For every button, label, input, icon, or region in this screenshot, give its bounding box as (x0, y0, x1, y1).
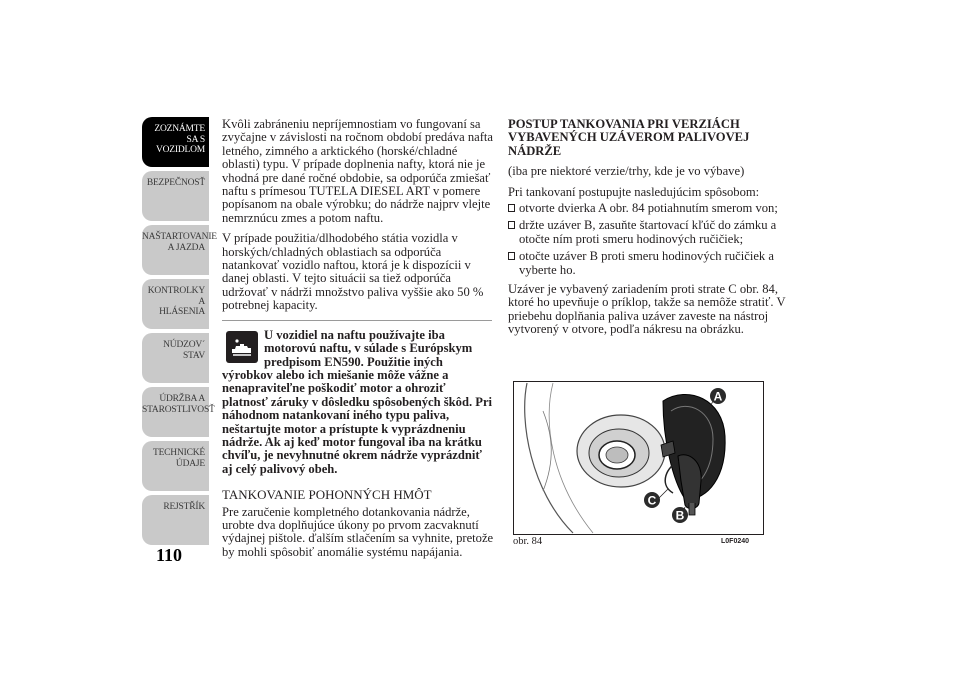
tab-technicke-udaje[interactable]: TECHNICKÉ ÚDAJE (142, 441, 209, 491)
list-item: otočte uzáver B proti smeru hodinových ručičiek a vyberte ho. (508, 250, 788, 277)
steps-list (508, 202, 788, 277)
svg-text:A: A (713, 389, 723, 404)
engine-warning-icon (226, 331, 258, 363)
figure-caption: obr. 84 (513, 536, 543, 547)
list-item: držte uzáver B, zasuňte štartovací kľúč do zámku a otočte ním proti smeru hodinových ručičiek; (508, 219, 788, 246)
warning-box (222, 329, 494, 476)
paragraph-anti-loss: Uzáver je vybavený zariadením proti strate C obr. 84, ktoré ho upevňuje o príklop, takže sa nemôže stratiť. V priebehu doplňania paliva uzáver zaveste na nástroj vytvorený v otvore, podľa nákresu na obrázku. (508, 282, 786, 337)
section-heading-tankovanie: TANKOVANIE POHONNÝCH HMÔT (222, 487, 432, 503)
tab-bezpecnost[interactable]: BEZPEČNOSŤ (142, 171, 209, 221)
tab-udrzba-a-starostlivost[interactable]: ÚDRŽBA A STAROSTLIVOSŤ (142, 387, 209, 437)
subheading-versions: (iba pre niektoré verzie/trhy, kde je vo výbave) (508, 164, 745, 179)
right-column (508, 118, 788, 344)
callout-b (672, 507, 688, 523)
page-number: 110 (156, 545, 183, 565)
tab-nudzovy-stav[interactable]: NÚDZOV´ STAV (142, 333, 209, 383)
tab-zoznamte-sa-s-vozidlom[interactable]: ZOZNÁMTE SA S VOZIDLOM (142, 117, 209, 167)
section-heading-postup: POSTUP TANKOVANIA PRI VERZIÁCH VYBAVENÝCH UZÁVEROM PALIVOVEJ NÁDRŽE (508, 117, 750, 158)
paragraph-intro: Pri tankovaní postupujte nasledujúcim spôsobom: (508, 184, 760, 199)
paragraph-seasonal-diesel: Kvôli zabráneniu nepríjemnostiam vo fungovaní sa zvyčajne v závislosti na ročnom období predáva nafta letného, zimného a arktického (horské/chladné oblasti) typu. V prípade doplnenia nafty, ktorá nie je vhodná pre dané ročné obdobie, sa odporúča zmiešať naftu s prímesou TUTELA DIESEL ART v pomere popísanom na obale výrobku; do nádrže najprv vlejte nemrznúcu zmes a potom naftu. (222, 117, 494, 225)
tab-kontrolky-a-hlasenia[interactable]: KONTROLKY A HLÁSENIA (142, 279, 209, 329)
left-column (222, 118, 494, 566)
svg-text:C: C (647, 493, 657, 508)
fuel-cap-figure (513, 381, 764, 535)
warning-text: U vozidiel na naftu používajte iba motorovú naftu, v súlade s Európskym predpisom EN590. Použitie iných výrobkov alebo ich miešanie môže vážne a nenapraviteľne poškodiť motor a ohroziť platnosť záruky v dôsledku spôsobených škôd. Pri náhodnom natankovaní iného typu paliva, neštartujte motor a prístupte k vyprázdneniu nádrže. Ak aj keď motor fungoval iba na krátku chvíľu, je nevyhnutné okrem nádrže vyprázdniť aj celý palivový obeh. (222, 327, 493, 476)
list-item: otvorte dvierka A obr. 84 potiahnutím smerom von; (508, 202, 788, 215)
svg-text:B: B (675, 508, 685, 523)
paragraph-cold-regions: V prípade použitia/dlhodobého státia vozidla v horských/chladných oblastiach sa odporúča natankovať vozidlo naftou, ktorá je k dispozícii v danej oblasti. V tejto situácii sa tiež odporúča udržovať v nádrži množstvo paliva vyššie ako 50 % potrebnej kapacity. (222, 231, 484, 313)
paragraph-refuel: Pre zaručenie kompletného dotankovania nádrže, urobte dva doplňujúce úkony po prvom zacvaknutí výdajnej pištole. ďalším stlačením sa vyhnite, pretože by mohli spôsobiť anomálie systému napájania. (222, 504, 494, 559)
divider (222, 320, 492, 321)
tab-nastartovanie-a-jazda[interactable]: NAŠTARTOVANIE A JAZDA (142, 225, 209, 275)
callout-c (644, 492, 660, 508)
callout-a (710, 388, 726, 404)
figure-code: L0F0240 (721, 538, 750, 545)
tab-rejstrik[interactable]: REJSTŘÍK (142, 495, 209, 545)
